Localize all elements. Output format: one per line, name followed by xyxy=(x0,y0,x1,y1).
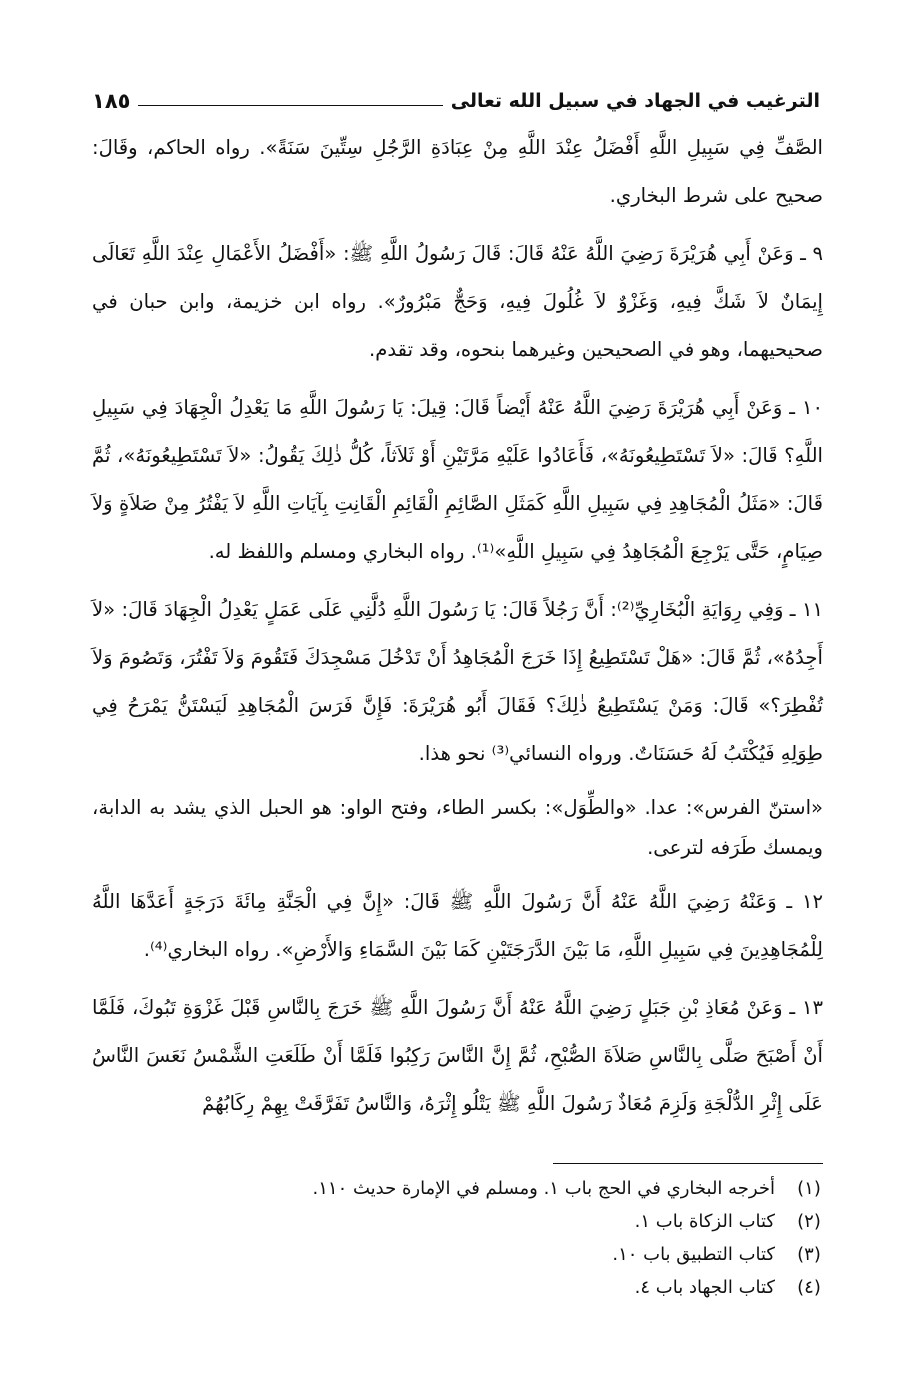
footnote-text: كتاب التطبيق باب ١٠. xyxy=(612,1244,775,1265)
footnote-number: (٤) xyxy=(797,1277,821,1298)
page-number: ١٨٥ xyxy=(92,89,131,113)
paragraph-continuation: الصَّفِّ فِي سَبِيلِ اللَّهِ أَفْضَلُ عِنْدَ اللَّهِ مِنْ عِبَادَةِ الرَّجُلِ سِتِّينَ سَنَةً». رواه الحاكم، وقَالَ: صحيح على شرط البخاري. xyxy=(92,136,823,207)
hadith-10: ١٠ ـ وَعَنْ أَبِي هُرَيْرَةَ رَضِيَ اللَّهُ عَنْهُ أَيْضاً قَالَ: قِيلَ: يَا رَسُولَ اللَّهِ مَا يَعْدِلُ الْجِهَادَ فِي سَبِيلِ اللَّهِ؟ قَالَ: «لاَ تَسْتَطِيعُونَهُ»، فَأَعَادُوا عَلَيْهِ مَرَّتَيْنِ أَوْ ثَلاَثاً، كُلُّ ذٰلِكَ يَقُولُ: «لاَ تَسْتَطِيعُونَهُ»، ثُمَّ قَالَ: «مَثَلُ الْمُجَاهِدِ فِي سَبِيلِ اللَّهِ كَمَثَلِ الصَّائِمِ الْقَائِمِ الْقَانِتِ بِآيَاتِ اللَّهِ لاَ يَفْتُرُ مِنْ صَلاَةٍ وَلاَ صِيَامٍ، حَتَّى يَرْجِعَ الْمُجَاهِدُ فِي سَبِيلِ اللَّهِ»⁽¹⁾. رواه البخاري ومسلم واللفظ له. xyxy=(92,396,823,563)
hadith-12: ١٢ ـ وَعَنْهُ رَضِيَ اللَّهُ عَنْهُ أَنَّ رَسُولَ اللَّهِ ﷺ قَالَ: «إِنَّ فِي الْجَنَّةِ مِائَةَ دَرَجَةٍ أَعَدَّهَا اللَّهُ لِلْمُجَاهِدِينَ فِي سَبِيلِ اللَّهِ، مَا بَيْنَ الدَّرَجَتَيْنِ كَمَا بَيْنَ السَّمَاءِ وَالأَرْضِ». رواه البخاري⁽⁴⁾. xyxy=(92,890,823,961)
hadith-9: ٩ ـ وَعَنْ أَبِي هُرَيْرَةَ رَضِيَ اللَّهُ عَنْهُ قَالَ: قَالَ رَسُولُ اللَّهِ ﷺ: «أَفْضَلُ الأَعْمَالِ عِنْدَ اللَّهِ تَعَالَى إِيمَانٌ لاَ شَكَّ فِيهِ، وَغَزْوٌ لاَ غُلُولَ فِيهِ، وَحَجٌّ مَبْرُورٌ». رواه ابن خزيمة، وابن حبان في صحيحيهما، وهو في الصحيحين وغيرهما بنحوه، وقد تقدم. xyxy=(92,242,823,361)
footnote-item xyxy=(92,1172,827,1205)
footnotes xyxy=(92,1172,827,1304)
footnote-rule xyxy=(553,1163,823,1164)
footnote-text: كتاب الجهاد باب ٤. xyxy=(634,1277,775,1298)
vocabulary-note: «استنّ الفرس»: عدا. «والطِّوَل»: بكسر الطاء، وفتح الواو: هو الحبل الذي يشد به الدابة، ويمسك طَرَفه لترعى. xyxy=(92,796,823,859)
footnote-number: (٢) xyxy=(797,1211,821,1232)
header-rule xyxy=(138,105,442,106)
running-header xyxy=(92,86,820,116)
hadith-11: ١١ ـ وَفِي رِوَايَةِ الْبُخَارِيِّ⁽²⁾: أَنَّ رَجُلاً قَالَ: يَا رَسُولَ اللَّهِ دُلَّنِي عَلَى عَمَلٍ يَعْدِلُ الْجِهَادَ قَالَ: «لاَ أَجِدُهُ»، ثُمَّ قَالَ: «هَلْ تَسْتَطِيعُ إِذَا خَرَجَ الْمُجَاهِدُ أَنْ تَدْخُلَ مَسْجِدَكَ فَتَقُومَ وَلاَ تَفْتُرَ، وَتَصُومَ وَلاَ تُفْطِرَ؟» قَالَ: وَمَنْ يَسْتَطِيعُ ذٰلِكَ؟ فَقَالَ أَبُو هُرَيْرَةَ: فَإِنَّ فَرَسَ الْمُجَاهِدِ لَيَسْتَنُّ يَمْرَحُ فِي طِوَلِهِ فَيُكْتَبُ لَهُ حَسَنَاتٌ. ورواه النسائي⁽³⁾ نحو هذا. xyxy=(92,598,823,765)
footnote-text: كتاب الزكاة باب ١. xyxy=(634,1211,775,1232)
footnote-number: (٣) xyxy=(797,1244,821,1265)
footnote-item xyxy=(92,1238,827,1271)
hadith-13: ١٣ ـ وَعَنْ مُعَاذِ بْنِ جَبَلٍ رَضِيَ اللَّهُ عَنْهُ أَنَّ رَسُولَ اللَّهِ ﷺ خَرَجَ بِالنَّاسِ قَبْلَ غَزْوَةِ تَبُوكَ، فَلَمَّا أَنْ أَصْبَحَ صَلَّى بِالنَّاسِ صَلاَةَ الصُّبْحِ، ثُمَّ إِنَّ النَّاسَ رَكِبُوا فَلَمَّا أَنْ طَلَعَتِ الشَّمْسُ نَعَسَ النَّاسُ عَلَى إِثْرِ الدُّلْجَةِ وَلَزِمَ مُعَاذٌ رَسُولَ اللَّهِ ﷺ يَتْلُو إِثْرَهُ، وَالنَّاسُ تَفَرَّقَتْ بِهِمْ رِكَابُهُمْ xyxy=(92,996,823,1115)
header-title: الترغيب في الجهاد في سبيل الله تعالى xyxy=(450,90,820,112)
footnote-item xyxy=(92,1205,827,1238)
main-text xyxy=(92,124,823,1128)
footnote-item xyxy=(92,1271,827,1304)
footnote-text: أخرجه البخاري في الحج باب ١. ومسلم في الإمارة حديث ١١٠. xyxy=(312,1178,775,1199)
footnote-number: (١) xyxy=(797,1178,821,1199)
